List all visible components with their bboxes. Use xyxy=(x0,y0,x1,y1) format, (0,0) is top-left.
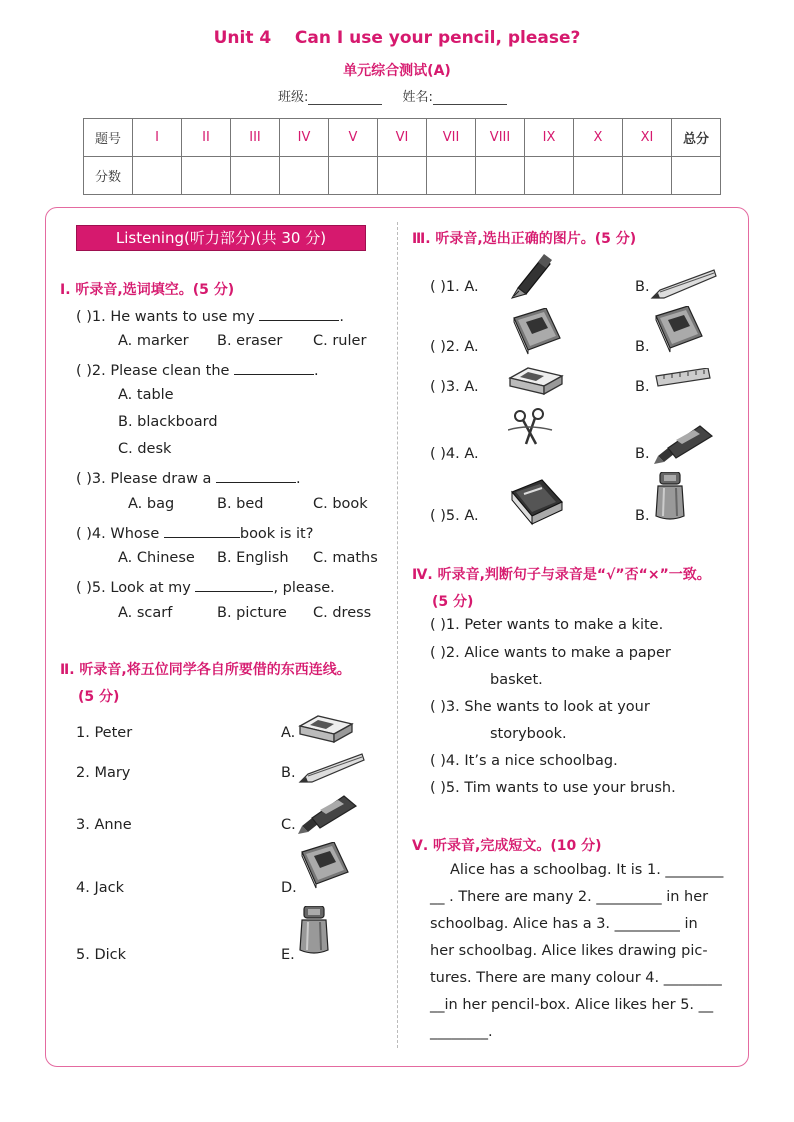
name-label: 姓名: xyxy=(402,90,433,105)
judgement-item: ( )5. Tim wants to use your brush. xyxy=(430,780,676,796)
option-b: B. xyxy=(635,379,650,395)
question-stem: ( )4. Whose xyxy=(76,526,160,542)
score-cell[interactable] xyxy=(133,157,182,195)
numeral: II xyxy=(182,119,231,157)
question-stem: ( )3. Please draw a xyxy=(76,471,212,487)
student-name: 3. Anne xyxy=(76,817,132,833)
numeral: III xyxy=(231,119,280,157)
option: B. picture xyxy=(217,605,287,621)
judgement-item-cont: storybook. xyxy=(490,726,567,742)
numeral: X xyxy=(574,119,623,157)
item-letter: B. xyxy=(281,765,296,781)
passage-line: tures. There are many colour 4. ________ xyxy=(430,970,722,986)
option-b: B. xyxy=(635,339,650,355)
student-name: 2. Mary xyxy=(76,765,131,781)
option: B. bed xyxy=(217,496,264,512)
option: C. book xyxy=(313,496,368,512)
student-name: 5. Dick xyxy=(76,947,127,963)
part2-heading: Ⅱ. 听录音,将五位同学各自所要借的东西连线。 xyxy=(60,662,351,678)
question xyxy=(76,306,344,325)
class-label: 班级: xyxy=(278,90,309,105)
answer-blank[interactable] xyxy=(216,468,296,483)
judgement-item-cont: basket. xyxy=(490,672,543,688)
total-label: 总分 xyxy=(672,119,721,157)
pencil-icon[interactable] xyxy=(650,268,718,300)
eraser-icon[interactable] xyxy=(508,364,566,396)
page-subtitle: 单元综合测试(A) xyxy=(343,63,451,79)
score-cell[interactable] xyxy=(182,157,231,195)
book-icon[interactable] xyxy=(298,842,354,890)
question-stem: ( )2. Please clean the xyxy=(76,363,230,379)
question xyxy=(76,360,319,379)
column-divider xyxy=(397,222,398,1048)
question-tail: , please. xyxy=(273,580,335,596)
pencil-icon[interactable] xyxy=(298,752,366,784)
score-cell[interactable] xyxy=(623,157,672,195)
score-cell[interactable] xyxy=(378,157,427,195)
score-cell[interactable] xyxy=(476,157,525,195)
question-stem: ( )5. Look at my xyxy=(76,580,191,596)
question: ( )4. A. xyxy=(430,446,479,462)
option-b: B. xyxy=(635,446,650,462)
book-icon[interactable] xyxy=(652,306,708,354)
numeral: V xyxy=(329,119,378,157)
passage-line: ________. xyxy=(430,1024,493,1040)
student-info xyxy=(278,86,523,105)
numeral: VI xyxy=(378,119,427,157)
score-cell[interactable] xyxy=(329,157,378,195)
answer-blank[interactable] xyxy=(195,577,273,592)
judgement-item: ( )2. Alice wants to make a paper xyxy=(430,645,671,661)
student-name: 4. Jack xyxy=(76,880,124,896)
question: ( )5. A. xyxy=(430,508,479,524)
question xyxy=(76,468,301,487)
answer-blank[interactable] xyxy=(164,523,240,538)
option: C. desk xyxy=(118,441,172,457)
score-table xyxy=(83,118,721,195)
option-b: B. xyxy=(635,279,650,295)
score-cell[interactable] xyxy=(672,157,721,195)
passage-line: __ . There are many 2. _________ in her xyxy=(430,889,709,905)
option: C. dress xyxy=(313,605,372,621)
marker-icon[interactable] xyxy=(654,422,714,466)
option: A. table xyxy=(118,387,174,403)
answer-blank[interactable] xyxy=(234,360,314,375)
numeral: VIII xyxy=(476,119,525,157)
dictionary-icon[interactable] xyxy=(508,478,564,526)
passage-line: schoolbag. Alice has a 3. _________ in xyxy=(430,916,698,932)
english-book-icon[interactable] xyxy=(510,308,566,356)
question-tail: . xyxy=(339,309,344,325)
passage-line: her schoolbag. Alice likes drawing pic- xyxy=(430,943,708,959)
option: A. marker xyxy=(118,333,189,349)
item-letter: D. xyxy=(281,880,297,896)
question xyxy=(76,523,313,542)
question: ( )1. A. xyxy=(430,279,479,295)
part5-heading: Ⅴ. 听录音,完成短文。(10 分) xyxy=(412,838,602,854)
option: B. blackboard xyxy=(118,414,218,430)
sharpener-icon[interactable] xyxy=(654,472,686,524)
option: B. English xyxy=(217,550,289,566)
scissors-icon[interactable] xyxy=(508,404,554,448)
numeral: VII xyxy=(427,119,476,157)
option-b: B. xyxy=(635,508,650,524)
part3-heading: Ⅲ. 听录音,选出正确的图片。(5 分) xyxy=(412,231,637,247)
numeral: XI xyxy=(623,119,672,157)
numeral: IX xyxy=(525,119,574,157)
question xyxy=(76,577,335,596)
question-tail: book is it? xyxy=(239,526,314,542)
part1-heading: Ⅰ. 听录音,选词填空。(5 分) xyxy=(60,282,235,298)
student-name: 1. Peter xyxy=(76,725,133,741)
option: C. ruler xyxy=(313,333,367,349)
option: A. Chinese xyxy=(118,550,195,566)
page-title: Unit 4 Can I use your pencil, please? xyxy=(213,28,581,48)
item-letter: C. xyxy=(281,817,296,833)
marker-icon[interactable] xyxy=(298,792,358,836)
question-stem: ( )1. He wants to use my xyxy=(76,309,255,325)
passage-line: Alice has a schoolbag. It is 1. ________ xyxy=(450,862,724,878)
part4-heading: Ⅳ. 听录音,判断句子与录音是“√”否“×”一致。 xyxy=(412,567,711,583)
passage-line: __in her pencil-box. Alice likes her 5. __ xyxy=(430,997,714,1013)
question-tail: . xyxy=(314,363,319,379)
score-cell[interactable] xyxy=(525,157,574,195)
sharpener-icon[interactable] xyxy=(298,906,330,958)
option: A. bag xyxy=(128,496,175,512)
question-number-label: 题号 xyxy=(84,119,133,157)
pen-icon[interactable] xyxy=(508,252,552,300)
eraser-icon[interactable] xyxy=(298,712,356,744)
numeral: I xyxy=(133,119,182,157)
option: A. scarf xyxy=(118,605,173,621)
judgement-item: ( )1. Peter wants to make a kite. xyxy=(430,617,664,633)
score-cell[interactable] xyxy=(574,157,623,195)
option: C. maths xyxy=(313,550,378,566)
class-field[interactable] xyxy=(308,90,382,105)
question: ( )2. A. xyxy=(430,339,479,355)
score-cell[interactable] xyxy=(280,157,329,195)
question: ( )3. A. xyxy=(430,379,479,395)
score-label: 分数 xyxy=(84,157,133,195)
option: B. eraser xyxy=(217,333,283,349)
numeral: IV xyxy=(280,119,329,157)
part4-points: (5 分) xyxy=(432,594,474,610)
item-letter: E. xyxy=(281,947,295,963)
name-field[interactable] xyxy=(433,90,507,105)
score-cell[interactable] xyxy=(427,157,476,195)
judgement-item: ( )3. She wants to look at your xyxy=(430,699,650,715)
answer-blank[interactable] xyxy=(259,306,339,321)
ruler-icon[interactable] xyxy=(654,368,712,390)
judgement-item: ( )4. It’s a nice schoolbag. xyxy=(430,753,618,769)
item-letter: A. xyxy=(281,725,296,741)
question-tail: . xyxy=(296,471,301,487)
listening-banner: Listening(听力部分)(共 30 分) xyxy=(76,225,366,251)
part2-points: (5 分) xyxy=(78,689,120,705)
score-cell[interactable] xyxy=(231,157,280,195)
